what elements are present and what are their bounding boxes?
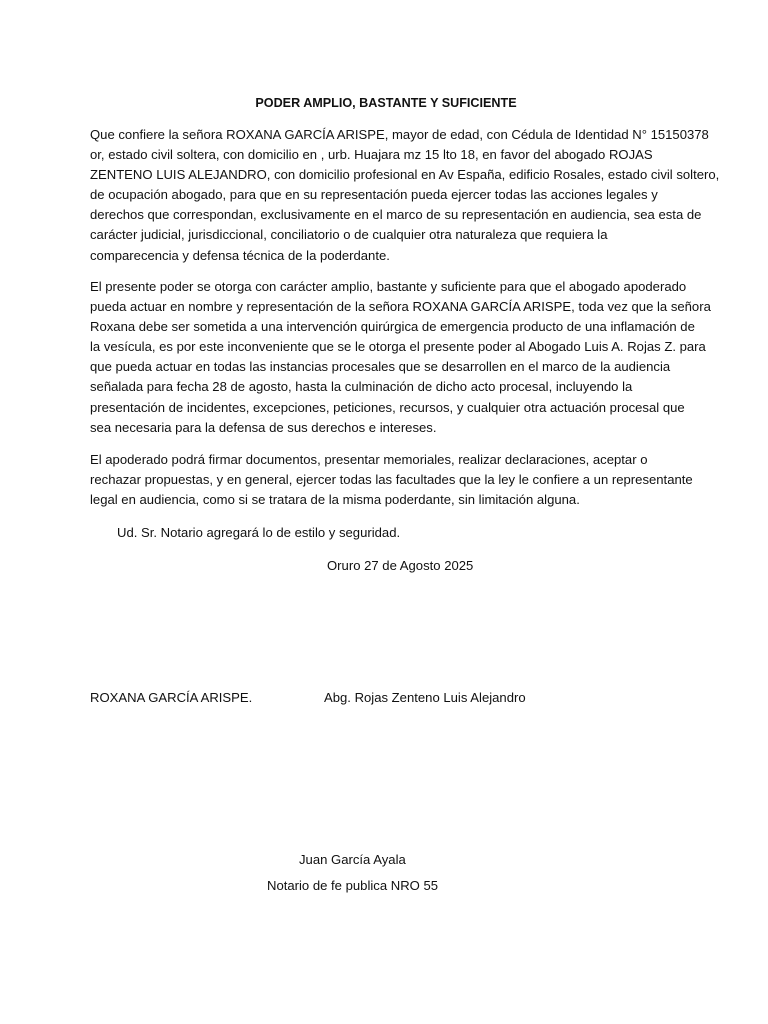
paragraph-line: comparecencia y defensa técnica de la poderdante. (90, 247, 390, 263)
paragraph-line: Roxana debe ser sometida a una intervención quirúrgica de emergencia producto de una inflamación de (90, 319, 695, 335)
closing-line: Ud. Sr. Notario agregará lo de estilo y seguridad. (117, 525, 401, 540)
paragraph-line: de ocupación abogado, para que en su representación pueda ejercer todas las acciones legales y (90, 187, 658, 203)
notary-title: Notario de fe publica NRO 55 (267, 878, 439, 893)
paragraph-line: ZENTENO LUIS ALEJANDRO, con domicilio profesional en Av España, edificio Rosales, estado civil soltero, (90, 167, 720, 183)
paragraph-line: Que confiere la señora ROXANA GARCÍA ARISPE, mayor de edad, con Cédula de Identidad N° 15150378 (90, 127, 709, 142)
paragraph-line: que pueda actuar en todas las instancias procesales que se desarrollen en el marco de la audiencia (90, 359, 671, 375)
paragraph-line: legal en audiencia, como si se tratara de la misma poderdante, sin limitación alguna. (90, 492, 580, 508)
paragraph-line: rechazar propuestas, y en general, ejercer todas las facultades que la ley le confiere a un representante (90, 472, 693, 488)
document-title: PODER AMPLIO, BASTANTE Y SUFICIENTE (255, 96, 517, 110)
paragraph-line: la vesícula, es por este inconveniente que se le otorga el presente poder al Abogado Luis A. Rojas Z. para (90, 339, 706, 355)
paragraph-line: pueda actuar en nombre y representación de la señora ROXANA GARCÍA ARISPE, toda vez que la señora (90, 299, 711, 315)
paragraph-line: El presente poder se otorga con carácter amplio, bastante y suficiente para que el abogado apoderado (90, 279, 687, 294)
paragraph-line: derechos que correspondan, exclusivamente en el marco de su representación en audiencia, sea esta de (90, 207, 702, 223)
paragraph-powers (90, 450, 693, 510)
paragraph-line: sea necesaria para la defensa de sus derechos e intereses. (90, 419, 437, 435)
signature-attorney: Abg. Rojas Zenteno Luis Alejandro (324, 690, 526, 705)
paragraph-line: presentación de incidentes, excepciones, peticiones, recursos, y cualquier otra actuación procesal que (90, 399, 685, 415)
paragraph-line: or, estado civil soltera, con domicilio en , urb. Huajara mz 15 lto 18, en favor del abogado ROJAS (90, 147, 653, 163)
paragraph-line: El apoderado podrá firmar documentos, presentar memoriales, realizar declaraciones, aceptar o (90, 452, 648, 467)
paragraph-grant (90, 125, 720, 266)
paragraph-scope (90, 277, 711, 438)
paragraph-line: señalada para fecha 28 de agosto, hasta la culminación de dicho acto procesal, incluyendo la (90, 379, 633, 395)
notary-name: Juan García Ayala (299, 852, 406, 867)
signature-grantor: ROXANA GARCÍA ARISPE. (90, 690, 253, 705)
paragraph-line: carácter judicial, jurisdiccional, conciliatorio o de cualquier otra naturaleza que requiera la (90, 227, 608, 243)
document-date: Oruro 27 de Agosto 2025 (327, 558, 474, 573)
